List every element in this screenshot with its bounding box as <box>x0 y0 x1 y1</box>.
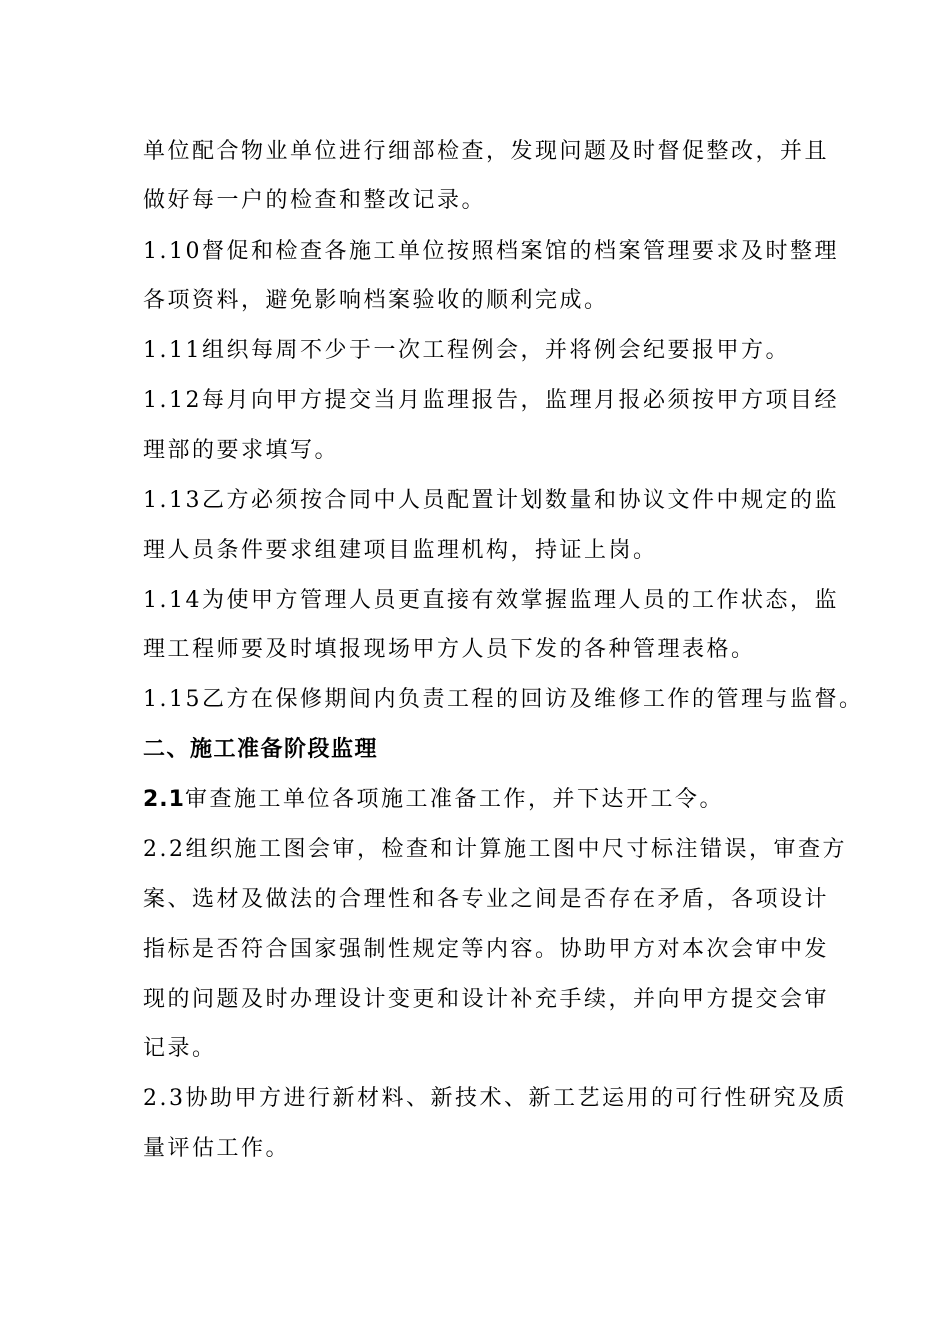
text-line: 量评估工作。 <box>143 1136 291 1161</box>
text-line: 1.15乙方在保修期间内负责工程的回访及维修工作的管理与监督。 <box>143 687 864 712</box>
text-line: 理部的要求填写。 <box>143 438 340 463</box>
text-line: 1.11组织每周不少于一次工程例会，并将例会纪要报甲方。 <box>143 338 790 363</box>
text-line: 理人员条件要求组建项目监理机构，持证上岗。 <box>143 538 658 563</box>
section-heading: 二、施工准备阶段监理 <box>143 737 379 762</box>
text-line: 1.14为使甲方管理人员更直接有效掌握监理人员的工作状态，监 <box>143 588 839 613</box>
text-line: 各项资料，避免影响档案验收的顺利完成。 <box>143 288 609 313</box>
text-line: 2.2组织施工图会审，检查和计算施工图中尺寸标注错误，审查方 <box>143 837 847 862</box>
text-line: 1.12每月向甲方提交当月监理报告，监理月报必须按甲方项目经 <box>143 388 839 413</box>
text-line: 做好每一户的检查和整改记录。 <box>143 188 487 213</box>
item-2-1 <box>143 785 823 815</box>
text-line: 指标是否符合国家强制性规定等内容。协助甲方对本次会审中发 <box>143 937 830 962</box>
text-line: 现的问题及时办理设计变更和设计补充手续，并向甲方提交会审 <box>143 987 830 1012</box>
item-text: 审查施工单位各项施工准备工作，并下达开工令。 <box>184 787 724 812</box>
item-number: 2.1 <box>143 787 185 812</box>
text-line: 1.13乙方必须按合同中人员配置计划数量和协议文件中规定的监 <box>143 488 839 513</box>
text-line: 理工程师要及时填报现场甲方人员下发的各种管理表格。 <box>143 637 756 662</box>
text-line: 案、选材及做法的合理性和各专业之间是否存在矛盾，各项设计 <box>143 887 830 912</box>
text-line: 1.10督促和检查各施工单位按照档案馆的档案管理要求及时整理 <box>143 239 839 264</box>
text-line: 2.3协助甲方进行新材料、新技术、新工艺运用的可行性研究及质 <box>143 1086 847 1111</box>
text-line: 单位配合物业单位进行细部检查，发现问题及时督促整改，并且 <box>143 139 830 164</box>
text-line: 记录。 <box>143 1036 217 1061</box>
